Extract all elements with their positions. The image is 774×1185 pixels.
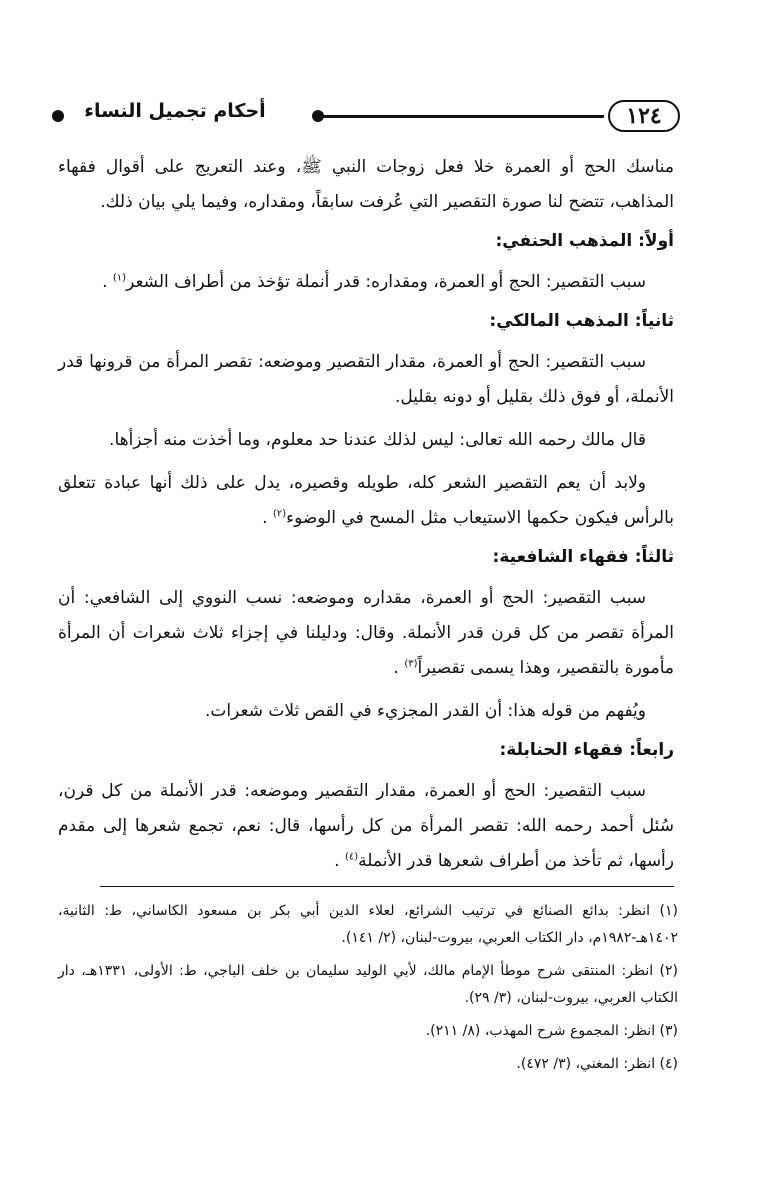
paragraph [58,581,674,686]
period: . [334,851,340,871]
paragraph [58,774,674,879]
footnote-2: (٢) انظر: المنتقى شرح موطأ الإمام مالك، لأبي الوليد سليمان بن خلف الباجي، ط: الأولى، ١٣٣١هـ، دار الكتاب العربي، بيروت-لبنان، (٣/ ٢٩). [58,963,678,1006]
section-heading-hanafi: أولاً: المذهب الحنفي: [495,231,674,251]
intro-paragraph: مناسك الحج أو العمرة خلا فعل زوجات النبي ﷺ، وعند التعريج على أقوال فقهاء المذاهب، تتضح لنا صورة التقصير التي عُرفت سابقاً، ومقداره، وفيما يلي بيان ذلك. [58,157,674,212]
paragraph-text: سبب التقصير: الحج أو العمرة، مقدار التقصير وموضعه: قدر الأنملة من كل قرن، سُئل أحمد رحمه الله: تقصر المرأة من كل رأسها، قال: نعم، تجمع شعرها إلى مقدم رأسها، ثم تأخذ من أطراف شعرها قدر الأنملة [58,781,674,871]
footnote-ref: (٣) [404,658,418,670]
page-number: ١٢٤ [608,100,680,132]
paragraph: سبب التقصير: الحج أو العمرة، مقدار التقصير وموضعه: تقصر المرأة من قرونها قدر الأنملة، أو فوق ذلك بقليل أو دونه بقليل. [58,352,674,407]
header-dot-ornament [312,110,324,122]
main-text [58,150,674,879]
paragraph-text: ولابد أن يعم التقصير الشعر كله، طويله وقصيره، يدل على ذلك أنها عبادة تتعلق بالرأس فيكون حكمها الاستيعاب مثل المسح في الوضوء [58,473,674,528]
footnote-3: (٣) انظر: المجموع شرح المهذب، (٨/ ٢١١). [425,1023,678,1039]
section-heading-shafii: ثالثاً: فقهاء الشافعية: [492,547,674,567]
paragraph-text: سبب التقصير: الحج أو العمرة، ومقداره: قدر أنملة تؤخذ من أطراف الشعر [126,272,646,292]
footnotes [58,898,678,1084]
footnote-1: (١) انظر: بدائع الصنائع في ترتيب الشرائع، لعلاء الدين أبي بكر بن مسعود الكاساني، ط: الثانية، ١٤٠٢هـ-١٩٨٢م، دار الكتاب العربي، بيروت-لبنان، (٢/ ١٤١). [58,903,678,946]
paragraph: ويُفهم من قوله هذا: أن القدر المجزيء في القص ثلاث شعرات. [204,701,646,721]
section-heading-hanbali: رابعاً: فقهاء الحنابلة: [499,740,674,760]
period: . [393,658,399,678]
footnote-4: (٤) انظر: المغني، (٣/ ٤٧٢). [516,1056,678,1072]
footnote-ref: (٢) [272,508,287,520]
paragraph [58,466,674,536]
section-heading-maliki: ثانياً: المذهب المالكي: [489,311,674,331]
paragraph [58,265,674,300]
header-dot-ornament [52,110,64,122]
footnote-ref: (٤) [344,851,359,863]
running-title: أحكام تجميل النساء [84,100,266,122]
paragraph: قال مالك رحمه الله تعالى: ليس لذلك عندنا حد معلوم، وما أخذت منه أجزأها. [109,430,646,450]
footnote-separator [100,886,674,887]
paragraph-text: سبب التقصير: الحج أو العمرة، مقداره وموضعه: نسب النووي إلى الشافعي: أن المرأة تقصر من كل قرن قدر الأنملة. وقال: ودليلنا في إجزاء ثلاث شعرات أن المرأة مأمورة بالتقصير، وهذا يسمى تقصيراً [58,588,674,678]
period: . [102,272,108,292]
footnote-ref: (١) [112,272,127,284]
header-rule [322,115,604,118]
period: . [262,508,268,528]
page-header [52,98,680,138]
